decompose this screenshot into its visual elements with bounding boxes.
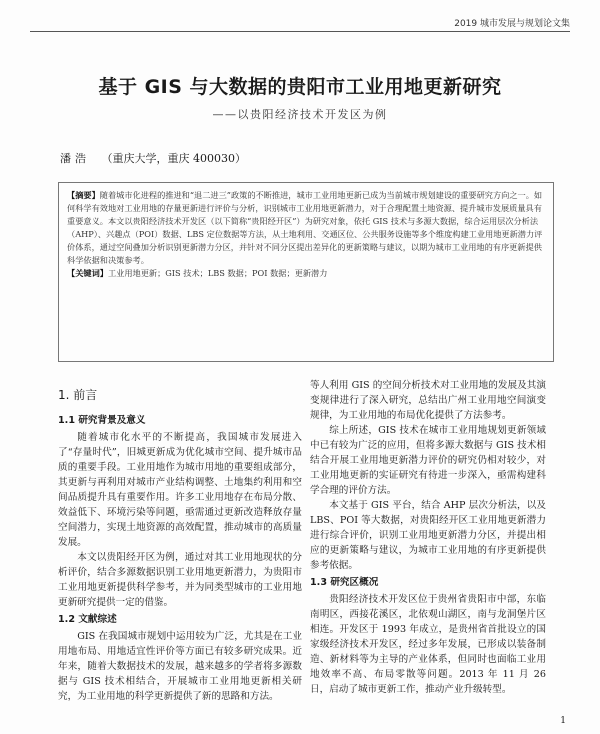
author-line (60, 150, 246, 166)
keywords-text: 工业用地更新；GIS 技术；LBS 数据；POI 数据；更新潜力 (107, 268, 328, 278)
abstract-box (58, 182, 554, 362)
page-number: 1 (560, 716, 566, 726)
paragraph-3: GIS 在我国城市规划中运用较为广泛，尤其是在工业用地布局、用地适宜性评价等方面已有较多研究成果。近年来，随着大数据技术的发展，越来越多的学者将多源数据与 GIS 技术相结合，开展城市工业用地更新相关研究，为工业用地的科学更新提供了新的思路和方法。 (58, 631, 302, 702)
author-affiliation: （重庆大学，重庆 400030） (101, 152, 246, 165)
journal-header: 2019 城市发展与规划论文集 (454, 19, 570, 29)
keywords-label: 【关键词】 (67, 268, 108, 278)
abstract-label: 【摘要】 (67, 190, 100, 200)
paragraph-7: 贵阳经济技术开发区位于贵州省贵阳市中部，东临南明区，西接花溪区，北依观山湖区，南与龙洞堡片区相连。开发区于 1993 年成立，是贵州省首批设立的国家级经济技术开发区，经过多年发展，已形成以装备制造、新材料等为主导的产业体系，但同时也面临工业用地效率不高、布局零散等问题。2013 年 11 月 26 日，启动了城市更新工作，推动产业升级转型。 (310, 594, 546, 695)
abstract-text: 随着城市化进程的推进和“退二进三”政策的不断推进，城市工业用地更新已成为当前城市规划建设的重要研究方向之一。如何科学有效地对工业用地的存量更新进行评价与分析，识别城市工业用地更新潜力，对于合理配置土地资源、提升城市发展质量具有重要意义。本文以贵阳经济技术开发区（以下简称“贵阳经开区”）为研究对象，依托 GIS 技术与多源大数据，综合运用层次分析法（AHP）、兴趣点（POI）数据、LBS 定位数据等方法，从土地利用、交通区位、公共服务设施等多个维度构建工业用地更新潜力评价体系，通过空间叠加分析识别更新潜力分区，并针对不同分区提出差异化的更新策略与建议，以期为城市工业用地的有序更新提供科学依据和决策参考。 (67, 190, 543, 265)
subsection-heading-1-1: 1.1 研究背景及意义 (58, 415, 146, 426)
right-column (310, 378, 546, 697)
left-column (58, 378, 302, 704)
paragraph-5: 综上所述，GIS 技术在城市工业用地规划更新领域中已有较为广泛的应用，但将多源大数据与 GIS 技术相结合开展工业用地更新潜力评价的研究仍相对较少，对工业用地更新的实证研究有待进一步深入，亟需构建科学合理的评价方法。 (310, 425, 546, 496)
paper-title: 基于 GIS 与大数据的贵阳市工业用地更新研究 (98, 76, 502, 98)
paragraph-1: 随着城市化水平的不断提高，我国城市发展进入了“存量时代”，旧城更新成为优化城市空间、提升城市品质的重要手段。工业用地作为城市用地的重要组成部分，其更新与再利用对城市产业结构调整、土地集约利用和空间品质提升具有重要作用。许多工业用地存在布局分散、效益低下、环境污染等问题，亟需通过更新改造释放存量空间潜力，实现土地资源的高效配置，推动城市的高质量发展。 (58, 432, 302, 548)
paragraph-4: 等人利用 GIS 的空间分析技术对工业用地的发展及其演变规律进行了深入研究，总结出广州工业用地空间演变规律，为工业用地的布局优化提供了方法参考。 (310, 380, 546, 421)
author-name: 潘浩 (60, 152, 90, 165)
section-heading-1: 1. 前言 (58, 388, 98, 402)
paper-subtitle: ——以贵阳经济技术开发区为例 (212, 108, 388, 121)
paragraph-6: 本文基于 GIS 平台，结合 AHP 层次分析法，以及 LBS、POI 等大数据，对贵阳经开区工业用地更新潜力进行综合评价，识别工业用地更新潜力分区，并提出相应的更新策略与建议，为城市工业用地的有序更新提供参考依据。 (310, 500, 546, 571)
subsection-heading-1-2: 1.2 文献综述 (58, 614, 117, 625)
header-rule (30, 31, 570, 32)
subsection-heading-1-3: 1.3 研究区概况 (310, 577, 379, 588)
paragraph-2: 本文以贵阳经开区为例，通过对其工业用地现状的分析评价，结合多源数据识别工业用地更新潜力，为贵阳市工业用地更新提供科学参考，并为同类型城市的工业用地更新研究提供一定的借鉴。 (58, 552, 302, 608)
